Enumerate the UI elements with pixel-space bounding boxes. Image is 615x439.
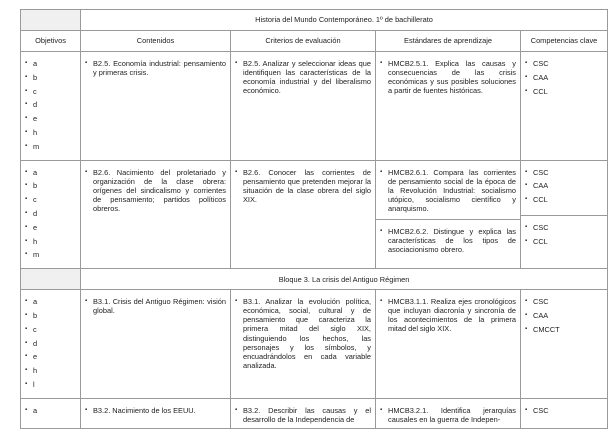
contenido-cell: ▪ B3.2. Nacimiento de los EEUU. <box>81 398 231 428</box>
blank-section-cell <box>21 269 81 290</box>
table-row <box>21 290 608 399</box>
header-contenidos: Contenidos <box>81 31 231 52</box>
table-row <box>21 160 608 269</box>
document-title: Historia del Mundo Contemporáneo. 1º de bachillerato <box>81 10 608 31</box>
competencias-cell: ▪ CSC ▪ CAA ▪ CCL <box>521 52 608 161</box>
criterio-cell: ▪ B3.2. Describir las causas y el desarrollo de la Independencia de <box>231 398 376 428</box>
table-row <box>21 398 608 428</box>
objetivos-cell: ▪ a <box>21 398 81 428</box>
competencias-cell: ▪ CSC ▪ CAA ▪ CCL ▪ CSC ▪ CCL <box>521 160 608 269</box>
estandar-cell: ▪ HMCB2.6.1. Compara las corrientes de pensamiento social de la época de la Revolución Industrial: socialismo utópico, socialismo científico y anarquismo. ▪ HMCB2.6.2. Distingue y explica las características de los tipos de asociacionismo obrero. <box>376 160 521 269</box>
section-title: Bloque 3. La crisis del Antiguo Régimen <box>81 269 608 290</box>
contenido-cell: ▪ B3.1. Crisis del Antiguo Régimen: visión global. <box>81 290 231 399</box>
competencias-cell: ▪ CSC ▪ CAA ▪ CMCCT <box>521 290 608 399</box>
header-criterios: Criterios de evaluación <box>231 31 376 52</box>
contenido-cell: ▪ B2.6. Nacimiento del proletariado y organización de la clase obrera: orígenes del sindicalismo y corrientes de pensamiento; partidos políticos obreros. <box>81 160 231 269</box>
objetivos-cell: ▪ a ▪ b ▪ c ▪ d ▪ e ▪ h ▪ l <box>21 290 81 399</box>
header-competencias: Competencias clave <box>521 31 608 52</box>
header-estandares: Estándares de aprendizaje <box>376 31 521 52</box>
criterio-cell: ▪ B3.1. Analizar la evolución política, económica, social, cultural y de pensamiento que caracteriza la primera mitad del siglo XIX, distinguiendo los hechos, las personajes y los símbolos, y encuadrándolos en cada variable analizada. <box>231 290 376 399</box>
criterio-cell: ▪ B2.5. Analizar y seleccionar ideas que identifiquen las características de la economía industrial y del liberalismo económico. <box>231 52 376 161</box>
header-objetivos: Objetivos <box>21 31 81 52</box>
criterio-cell: ▪ B2.6. Conocer las corrientes de pensamiento que pretenden mejorar la situación de la clase obrera del siglo XIX. <box>231 160 376 269</box>
contenido-cell: ▪ B2.5. Economía industrial: pensamiento y primeras crisis. <box>81 52 231 161</box>
curriculum-table <box>20 9 608 429</box>
objetivos-cell: ▪ a ▪ b ▪ c ▪ d ▪ e ▪ h ▪ m <box>21 52 81 161</box>
estandar-cell: ▪ HMCB3.2.1. Identifica jerarquías causales en la guerra de Indepen- <box>376 398 521 428</box>
competencias-cell: ▪ CSC <box>521 398 608 428</box>
table-row <box>21 52 608 161</box>
estandar-cell: ▪ HMCB2.5.1. Explica las causas y consecuencias de las crisis económicas y sus posibles soluciones a partir de fuentes históricas. <box>376 52 521 161</box>
estandar-cell: ▪ HMCB3.1.1. Realiza ejes cronológicos que incluyan diacronía y sincronía de los acontecimientos de la primera mitad del siglo XIX. <box>376 290 521 399</box>
objetivos-cell: ▪ a ▪ b ▪ c ▪ d ▪ e ▪ h ▪ m <box>21 160 81 269</box>
blank-header-cell <box>21 10 81 31</box>
